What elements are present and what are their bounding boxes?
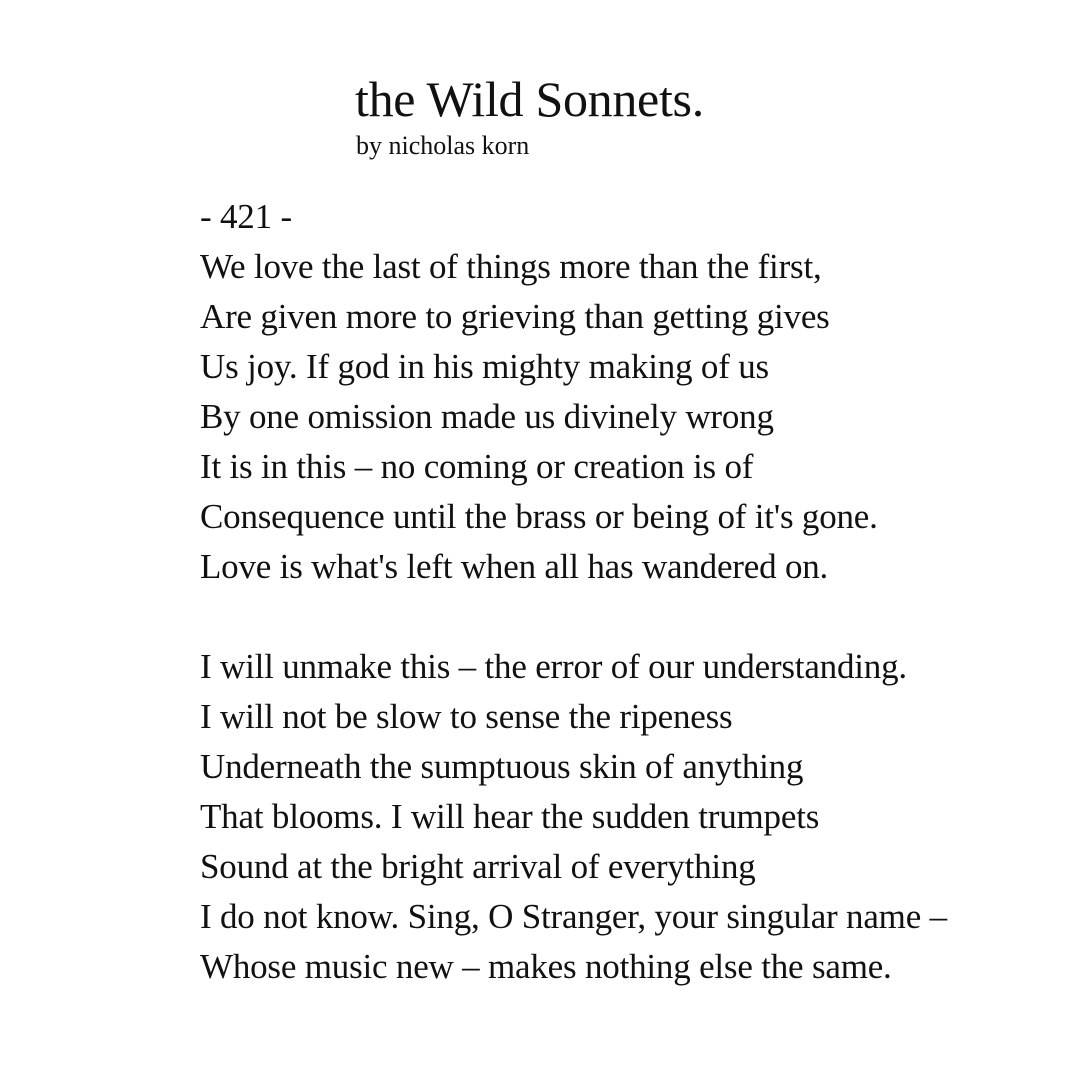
poem-line: Are given more to grieving than getting gives	[200, 297, 830, 336]
stanza-2	[200, 642, 1060, 992]
stanza-1	[200, 242, 1060, 592]
poem-line: I do not know. Sing, O Stranger, your singular name –	[200, 897, 947, 936]
poem-line: I will unmake this – the error of our understanding.	[200, 647, 907, 686]
poem-line: That blooms. I will hear the sudden trumpets	[200, 797, 820, 836]
poem-line: Sound at the bright arrival of everything	[200, 847, 756, 886]
author-byline: by nicholas korn	[356, 131, 530, 160]
poem-line: By one omission made us divinely wrong	[200, 397, 774, 436]
poem-line: Underneath the sumptuous skin of anything	[200, 747, 804, 786]
poem-line: I will not be slow to sense the ripeness	[200, 697, 733, 736]
poem-line: Whose music new – makes nothing else the same.	[200, 947, 892, 986]
poem-line: Consequence until the brass or being of it's gone.	[200, 497, 878, 536]
poem-line: It is in this – no coming or creation is of	[200, 447, 754, 486]
poem-line: Us joy. If god in his mighty making of us	[200, 347, 769, 386]
poem-line: Love is what's left when all has wandered on.	[200, 547, 829, 586]
poem-line: We love the last of things more than the first,	[200, 247, 822, 286]
page-title: the Wild Sonnets.	[355, 71, 704, 127]
sonnet-text	[200, 192, 1060, 992]
sonnet-number: - 421 -	[200, 197, 292, 236]
